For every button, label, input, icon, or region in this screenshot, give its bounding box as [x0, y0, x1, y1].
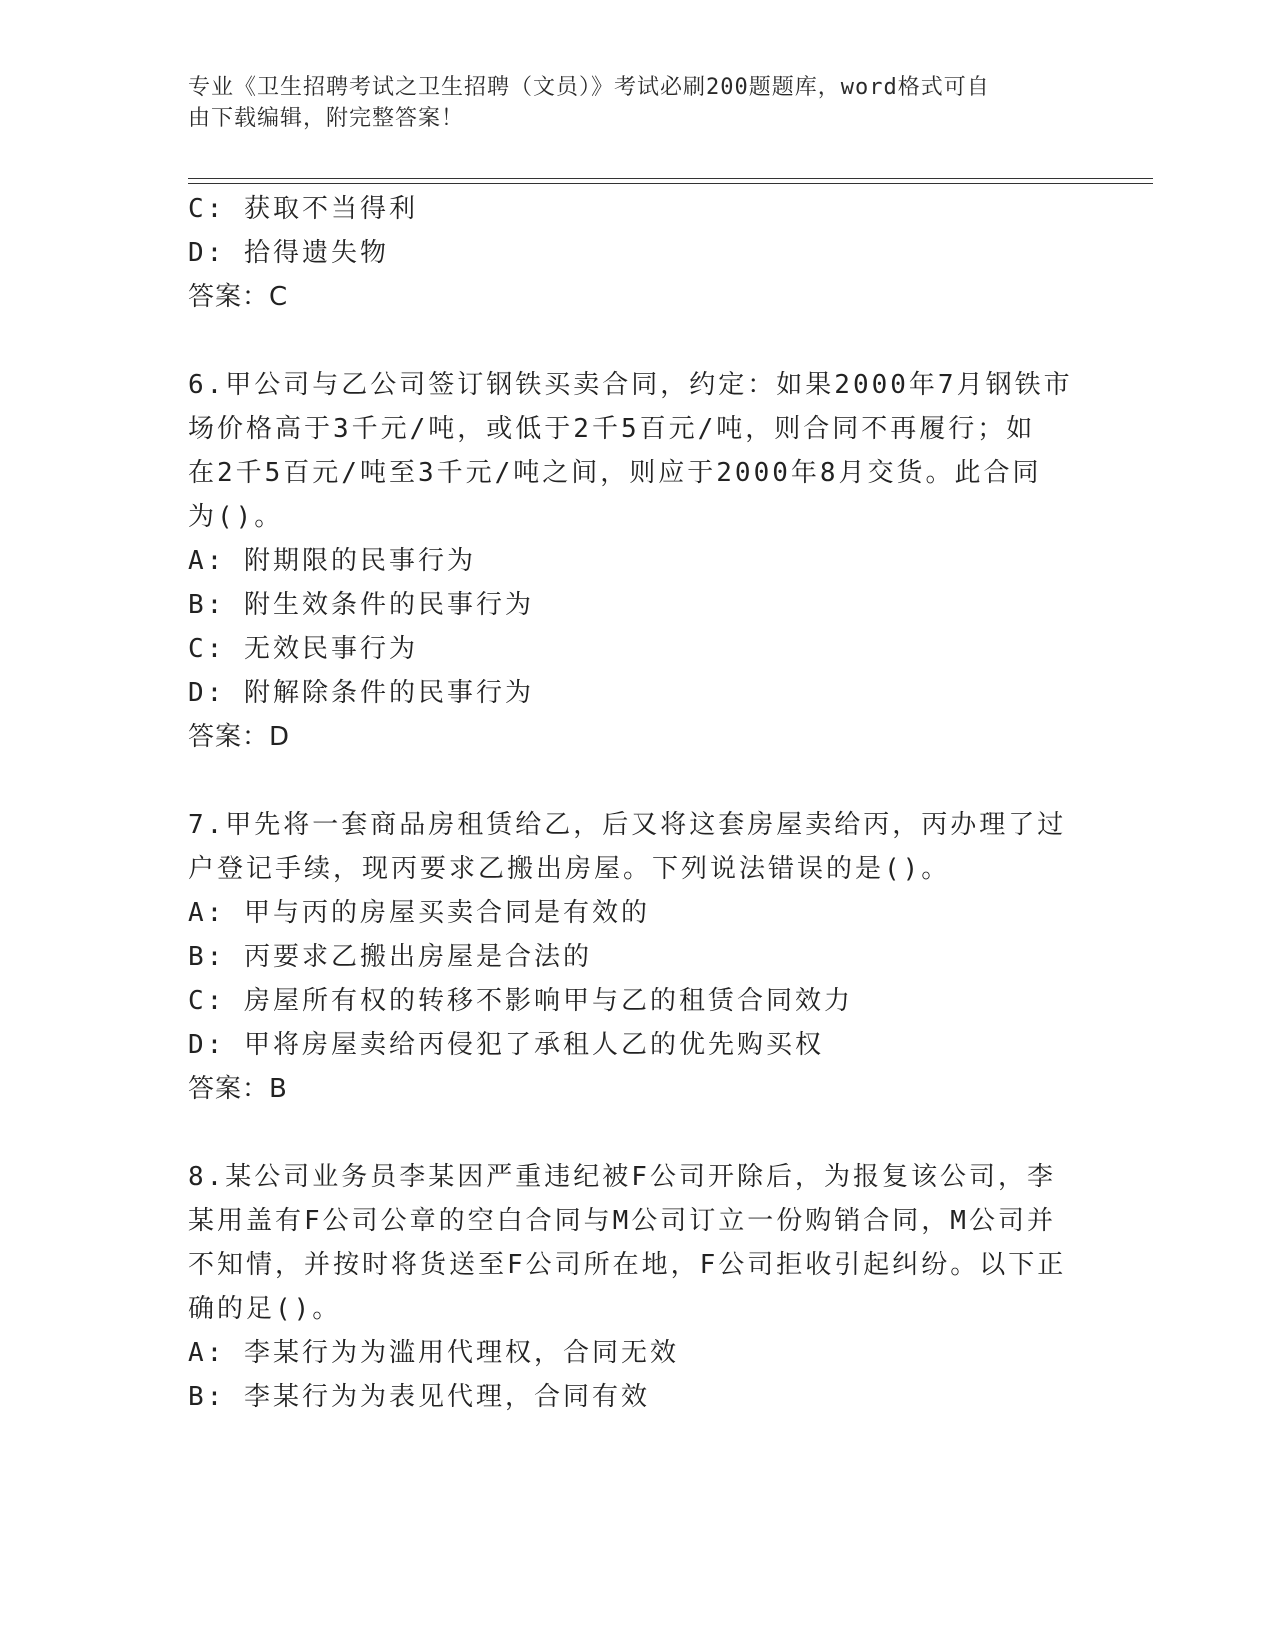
q6-answer: 答案：D [188, 722, 291, 752]
header-divider-top [188, 178, 1153, 179]
header-divider-bottom [188, 183, 1153, 184]
q7-answer: 答案：B [188, 1074, 288, 1104]
q7-stem-line-2: 户登记手续，现丙要求乙搬出房屋。下列说法错误的是()。 [188, 854, 951, 884]
q7-option-b: B: 丙要求乙搬出房屋是合法的 [188, 942, 592, 972]
q7-option-a: A: 甲与丙的房屋买卖合同是有效的 [188, 898, 650, 928]
q6-option-c: C: 无效民事行为 [188, 634, 418, 664]
document-header [188, 72, 1068, 134]
header-line-1: 专业《卫生招聘考试之卫生招聘（文员）》考试必刷200题题库，word格式可自 [188, 75, 990, 100]
q6-option-a: A: 附期限的民事行为 [188, 546, 476, 576]
q5-answer: 答案：C [188, 282, 289, 312]
q6-option-d: D: 附解除条件的民事行为 [188, 678, 534, 708]
q8-stem-line-3: 不知情，并按时将货送至F公司所在地，F公司拒收引起纠纷。以下正 [188, 1250, 1067, 1280]
q7-stem-line-1: 7.甲先将一套商品房租赁给乙，后又将这套房屋卖给丙，丙办理了过 [188, 810, 1067, 840]
q7-option-c: C: 房屋所有权的转移不影响甲与乙的租赁合同效力 [188, 986, 853, 1016]
q6-stem-line-1: 6.甲公司与乙公司签订钢铁买卖合同，约定：如果2000年7月钢铁市 [188, 370, 1073, 400]
q8-stem-line-4: 确的足()。 [188, 1294, 342, 1324]
q6-stem-line-2: 场价格高于3千元/吨，或低于2千5百元/吨，则合同不再履行；如 [188, 414, 1036, 444]
q8-stem-line-1: 8.某公司业务员李某因严重违纪被F公司开除后，为报复该公司，李 [188, 1162, 1056, 1192]
q7-option-d: D: 甲将房屋卖给丙侵犯了承租人乙的优先购买权 [188, 1030, 824, 1060]
q8-option-b: B: 李某行为为表见代理，合同有效 [188, 1382, 650, 1412]
q6-stem-line-3: 在2千5百元/吨至3千元/吨之间，则应于2000年8月交货。此合同 [188, 458, 1042, 488]
header-line-2: 由下载编辑，附完整答案！ [188, 106, 465, 131]
q8-stem-line-2: 某用盖有F公司公章的空白合同与M公司订立一份购销合同，M公司并 [188, 1206, 1056, 1236]
q6-option-b: B: 附生效条件的民事行为 [188, 590, 534, 620]
q8-option-a: A: 李某行为为滥用代理权，合同无效 [188, 1338, 679, 1368]
q5-option-c: C: 获取不当得利 [188, 194, 418, 224]
q6-stem-line-4: 为()。 [188, 502, 284, 532]
q5-option-d: D: 拾得遗失物 [188, 238, 389, 268]
